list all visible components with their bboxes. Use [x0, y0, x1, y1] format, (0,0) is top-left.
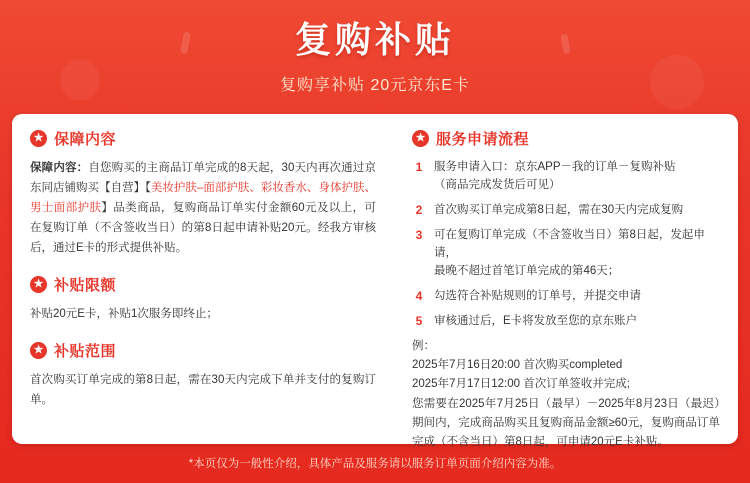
star-icon: ★: [30, 276, 47, 293]
section-title-scope: 补贴范围: [54, 343, 117, 360]
step-text: 首次购买订单完成第8日起，需在30天内完成复购: [434, 204, 684, 216]
scope-text: 首次购买订单完成的第8日起，需在30天内完成下单并支付的复购订单。: [30, 374, 376, 406]
right-column: [394, 128, 738, 448]
star-icon: ★: [412, 130, 429, 147]
example-line-1: 2025年7月16日20:00 首次购买completed: [412, 359, 623, 371]
section-header-coverage: [30, 128, 376, 149]
step-text: 审核通过后，E卡将发放至您的京东账户: [434, 315, 638, 327]
content-card: [12, 114, 738, 448]
example-paragraph: 您需要在2025年7月25日（最早）－2025年8月23日（最迟）期间内，完成商品购买且复购商品金额≥60元，复购商品订单完成（不含当日）第8日起，可申请20元E卡补贴。: [412, 398, 720, 448]
example-label: 例：: [412, 340, 435, 352]
section-title-limit: 补贴限额: [54, 277, 117, 294]
step-sub: （商品完成发货后可见）: [434, 179, 561, 191]
page-title: 复购补贴: [294, 19, 455, 60]
step-number: 5: [415, 314, 423, 328]
step-number: 3: [415, 228, 423, 242]
footnote: *本页仅为一般性介绍，具体产品及服务请以服务订单页面介绍内容为准。: [188, 458, 562, 470]
step-number: 1: [415, 160, 423, 174]
coverage-paragraph: [30, 158, 376, 258]
step-text: [434, 226, 720, 280]
page-subtitle: 复购享补贴 20元京东E卡: [280, 77, 470, 94]
step-main: 服务申请入口：京东APP－我的订单－复购补贴: [434, 161, 676, 173]
list-item: [412, 226, 720, 280]
star-icon: ★: [30, 342, 47, 359]
step-number: 4: [415, 289, 423, 303]
section-header-limit: [30, 274, 376, 295]
step-text: 勾选符合补贴规则的订单号，并提交申请: [434, 290, 641, 302]
list-item: [412, 312, 720, 330]
step-main: 可在复购订单完成（不含签收当日）第8日起，发起申请，: [434, 229, 705, 259]
coverage-label: 保障内容：: [30, 162, 89, 174]
step-sub: 最晚不超过首笔订单完成的第46天；: [434, 265, 620, 277]
star-icon: ★: [30, 130, 47, 147]
step-number: 2: [415, 203, 423, 217]
section-header-scope: [30, 340, 376, 361]
header: [0, 0, 750, 95]
left-column: [12, 128, 394, 434]
coverage-text-1: 自您购买的主商品订单完成的8天起，30天内再次通过京东同店铺购买【自营】【: [30, 162, 377, 194]
step-text: [434, 158, 720, 194]
list-item: [412, 287, 720, 305]
coverage-text-2: 】品类商品，复购商品订单实付金额60元及以上，可在复购订单（不含签收当日）的第8日起申请补贴20元。经我方审核后，通过E卡的形式提供补贴。: [30, 202, 376, 254]
coverage-highlight: 美妆护肤–面部护肤、彩妆香水、身体护肤、男士面部护肤: [30, 182, 376, 214]
list-item: [412, 201, 720, 219]
section-title-process: 服务申请流程: [436, 131, 530, 148]
section-header-process: [412, 128, 720, 149]
example-line-2: 2025年7月17日12:00 首次订单签收并完成;: [412, 378, 630, 390]
process-step-list: [412, 158, 720, 330]
list-item: [412, 158, 720, 194]
limit-text: 补贴20元E卡，补贴1次服务即终止；: [30, 308, 218, 320]
section-title-coverage: 保障内容: [54, 131, 117, 148]
